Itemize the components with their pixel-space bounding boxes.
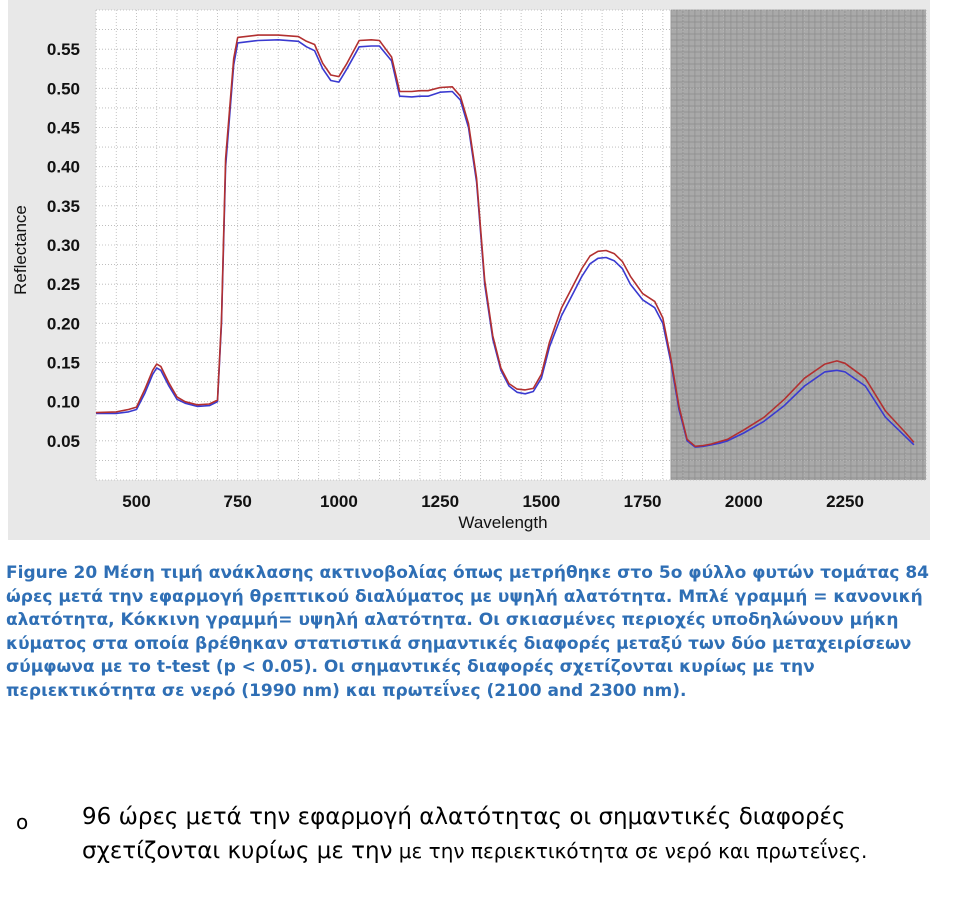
y-tick-label: 0.55 [46,40,80,60]
bullet-text-small: με την περιεκτικότητα σε νερό και πρωτεΐνες. [392,839,868,863]
y-tick-label: 0.15 [46,353,80,373]
x-tick-label: 1750 [623,492,662,511]
y-tick-label: 0.45 [46,118,80,138]
x-tick-label: 2250 [826,492,864,511]
figure-caption: Figure 20 Μέση τιμή ανάκλασης ακτινοβολίας όπως μετρήθηκε στο 5ο φύλλο φυτών τομάτας 84 ώρες μετά την εφαρμογή θρεπτικού διαλύματος με υψηλή αλατότητα. Μπλέ γραμμή = κανονική αλατότητα, Κόκκινη γραμμή= υψηλή αλατότητα. Οι σκιασμένες περιοχές υποδηλώνουν μήκη κύματος στα οποία βρέθηκαν στατιστικά σημαντικές διαφορές μεταξύ των δύο μεταχειρίσεων σύμφωνα με το t-test (p < 0.05). Οι σημαντικές διαφορές σχετίζονται κυρίως με την περιεκτικότητα σε νερό (1990 nm) και πρωτεΐνες (2100 and 2300 nm). [6,563,929,701]
y-tick-label: 0.35 [46,196,80,216]
y-tick-label: 0.20 [46,314,80,334]
bullet-text [82,800,942,868]
y-axis-title: Reflectance [11,205,30,295]
x-tick-label: 1250 [421,492,460,511]
y-tick-label: 0.05 [46,431,80,451]
y-tick-label: 0.40 [46,157,80,177]
bullet-marker: o [16,810,29,834]
x-tick-label: 1000 [320,492,358,511]
y-tick-label: 0.10 [46,392,80,412]
y-tick-label: 0.30 [46,236,80,255]
bullet-text-main: 96 ώρες μετά την εφαρμογή αλατότητας οι σημαντικές διαφορές σχετίζονται κυρίως με την [82,804,846,864]
x-tick-label: 500 [122,492,151,511]
x-tick-label: 2000 [724,492,763,511]
x-tick-label: 1500 [522,492,561,511]
x-axis-title: Wavelength [458,513,548,532]
y-tick-label: 0.50 [46,79,80,99]
y-tick-label: 0.25 [46,275,80,295]
x-tick-label: 750 [223,492,252,511]
